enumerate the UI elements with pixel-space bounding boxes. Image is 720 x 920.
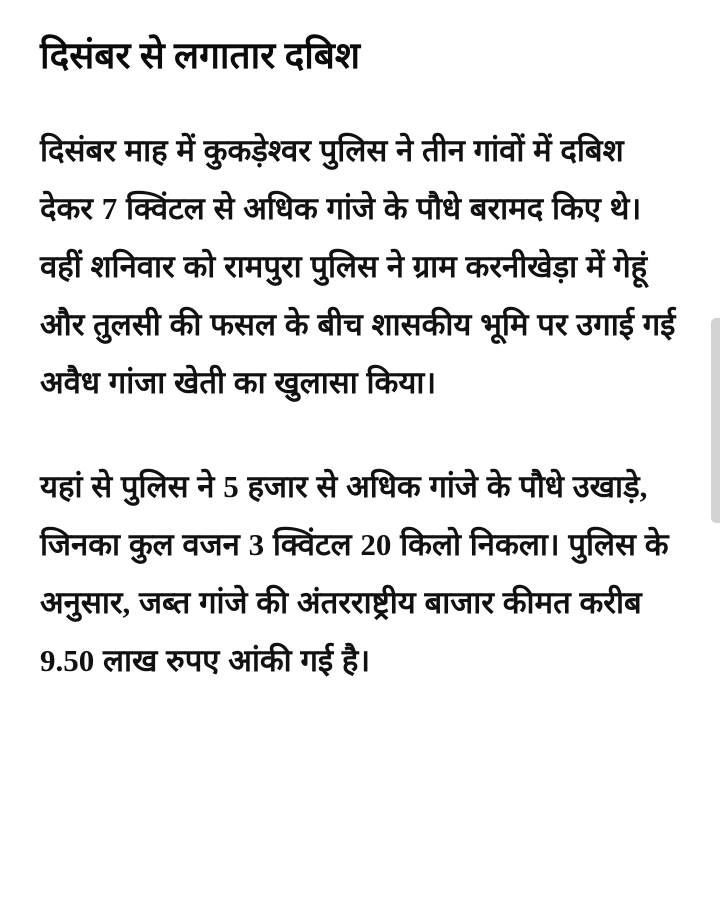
page-title: दिसंबर से लगातार दबिश bbox=[40, 36, 361, 77]
article-body bbox=[40, 122, 680, 690]
scrollbar[interactable] bbox=[711, 318, 720, 523]
article-paragraph: दिसंबर माह में कुकड़ेश्वर पुलिस ने तीन गांवों में दबिश देकर 7 क्विंटल से अधिक गांजे के पौधे बरामद किए थे। वहीं शनिवार को रामपुरा पुलिस ने ग्राम करनीखेड़ा में गेहूं और तुलसी की फसल के बीच शासकीय भूमि पर उगाई गई अवैध गांजा खेती का खुलासा किया। bbox=[40, 133, 676, 401]
article-paragraph: यहां से पुलिस ने 5 हजार से अधिक गांजे के पौधे उखाड़े, जिनका कुल वजन 3 क्विंटल 20 किलो निकला। पुलिस के अनुसार, जब्त गांजे की अंतरराष्ट्रीय बाजार कीमत करीब 9.50 लाख रुपए आंकी गई है। bbox=[40, 469, 669, 679]
